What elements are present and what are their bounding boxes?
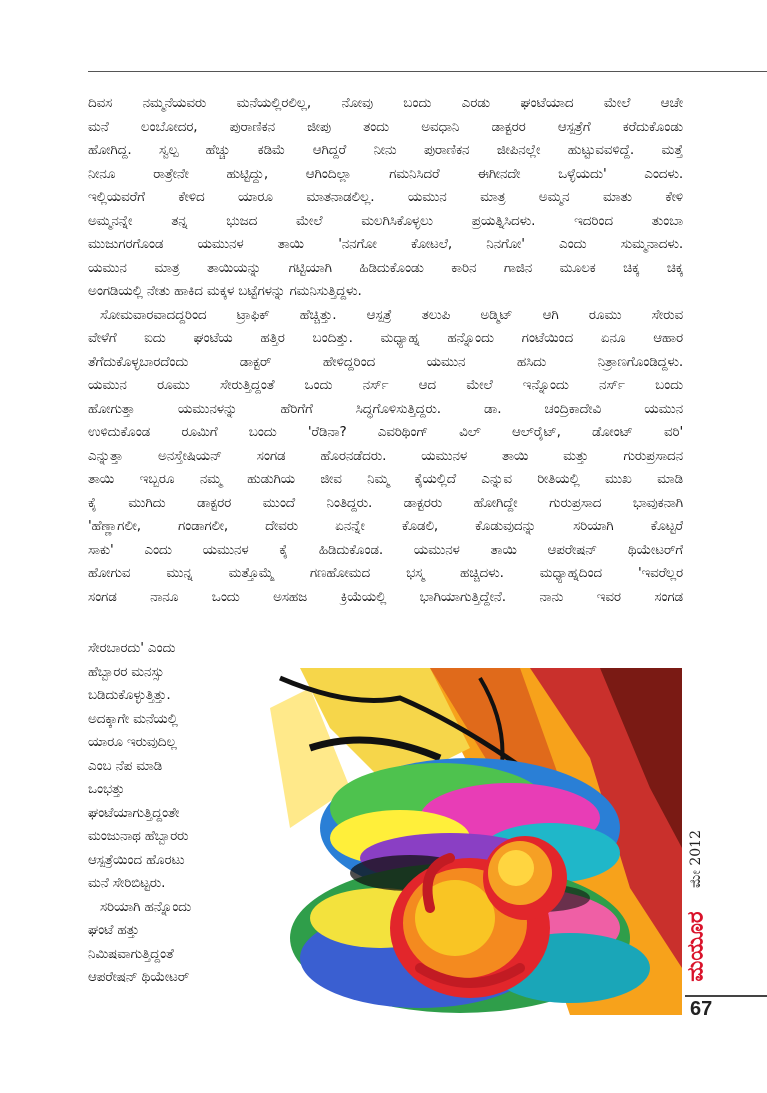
side-line: ಯಾರೂ ಇರುವುದಿಲ್ಲ [88,734,177,750]
article-line: ಯಮುನ ಮಾತ್ರ ತಾಯಿಯನ್ನು ಗಟ್ಟಿಯಾಗಿ ಹಿಡಿದುಕೊಂಡು ಕಾರಿನ ಗಾಜಿನ ಮೂಲಕ ಚಿಕ್ಕ ಚಿಕ್ಕ [88,259,683,276]
article-line: ನೀನೂ ರಾತ್ರೇನೇ ಹುಟ್ಟಿದ್ದು, ಆಗಿಂದಿಲ್ಲಾ ಗಮನಿಸಿದರೆ ಈಗೀನದೇ ಒಳ್ಳೆಯದು' ಎಂದಳು. [88,165,683,182]
article-line: ಅಮ್ಮನನ್ನೇ ತನ್ನ ಭುಜದ ಮೇಲೆ ಮಲಗಿಸಿಕೊಳ್ಳಲು ಪ್ರಯತ್ನಿಸಿದಳು. ಇದರಿಂದ ತುಂಬಾ [88,212,683,229]
top-rule [88,71,767,72]
article-line: ಮನೆ ಲಂಬೋದರ, ಪುರಾಣಿಕನ ಜೀಪು ತಂದು ಅವಧಾನಿ ಡಾಕ್ಟರರ ಆಸ್ಪತ್ರೆಗೆ ಕರೆದುಕೊಂಡು [88,118,683,135]
article-line: ಎನ್ನುತ್ತಾ ಅನಸ್ತೇಷಿಯನ್ ಸಂಗಡ ಹೊರನಡೆದರು. ಯಮುನಳ ತಾಯಿ ಮತ್ತು ಗುರುಪ್ರಸಾದನ [88,447,683,464]
side-line: ಸರಿಯಾಗಿ ಹನ್ನೊಂದು [100,898,192,915]
side-line: ಆಪರೇಷನ್ ಥಿಯೇಟರ್ [88,969,190,985]
article-side-column [88,637,248,990]
article-line: ಉಳಿದುಕೊಂಡ ರೂಮಿಗೆ ಬಂದು 'ರೆಡಿನಾ? ಎವರಿಥಿಂಗ್ ವಿಲ್ ಆಲ್‌ರೈಟ್, ಡೋಂಟ್ ವರಿ' [88,424,683,440]
side-line: ಘಂಟೆಯಾಗುತ್ತಿದ್ದಂತೇ [88,804,180,821]
article-line: ಸಂಗಡ ನಾನೂ ಒಂದು ಅಸಹಜ ಕ್ರಿಯೆಯಲ್ಲಿ ಭಾಗಿಯಾಗುತ್ತಿದ್ದೇನೆ. ನಾನು ಇವರ ಸಂಗಡ [88,588,683,605]
footer-rule [685,995,767,997]
article-line: ಮುಜುಗರಗೊಂಡ ಯಮುನಳ ತಾಯಿ 'ನನಗೋ ಕೋಟಲೆ, ನಿನಗೋ' ಎಂದು ಸುಮ್ಮನಾದಳು. [88,236,683,252]
side-line: ಒಂಭತ್ತು [88,781,125,797]
article-line: ತಾಯಿ ಇಬ್ಬರೂ ನಮ್ಮ ಹುಡುಗಿಯ ಜೀವ ನಿಮ್ಮ ಕೈಯಲ್ಲಿದೆ ಎನ್ನುವ ರೀತಿಯಲ್ಲಿ ಮುಖ ಮಾಡಿ [88,471,683,487]
article-line: 'ಹೆಣ್ಣಾಗಲೀ, ಗಂಡಾಗಲೀ, ದೇವರು ಏನನ್ನೇ ಕೊಡಲಿ, ಕೊಡುವುದನ್ನು ಸರಿಯಾಗಿ ಕೊಟ್ಟರೆ [88,518,683,534]
issue-date: ಮೇ 2012 [688,830,704,888]
side-line: ಬಡಿದುಕೊಳ್ಳುತ್ತಿತ್ತು. [88,687,171,703]
side-line: ಅದಕ್ಕಾಗೇ ಮನೆಯಲ್ಲಿ [88,710,178,727]
side-line: ನಿಮಿಷವಾಗುತ್ತಿದ್ದಂತೆ [88,945,174,962]
side-line: ಆಸ್ಪತ್ರೆಯಿಂದ ಹೊರಟು [88,851,185,868]
side-line: ಮನೆ ಸೇರಿಬಿಟ್ಟರು. [88,875,166,891]
article-line: ತೆಗೆದುಕೊಳ್ಳಬಾರದೆಂದು ಡಾಕ್ಟರ್ ಹೇಳಿದ್ದರಿಂದ ಯಮುನ ಹಸಿದು ನಿತ್ರಾಣಗೊಂಡಿದ್ದಳು. [88,353,683,370]
magazine-logo: ಮಯೂರ [683,910,709,982]
article-body [88,92,683,609]
magazine-masthead [684,820,708,990]
article-line: ಕೈ ಮುಗಿದು ಡಾಕ್ಟರರ ಮುಂದೆ ನಿಂತಿದ್ದರು. ಡಾಕ್ಟರರು ಹೋಗಿದ್ದೇ ಗುರುಪ್ರಸಾದ ಭಾವುಕನಾಗಿ [88,494,683,511]
article-line: ಹೋಗಿದ್ದ. ಸ್ವಲ್ಪ ಹೆಚ್ಚು ಕಡಿಮೆ ಆಗಿದ್ದರೆ ನೀನು ಪುರಾಣಿಕನ ಜೀಪಿನಲ್ಲೇ ಹುಟ್ಟುವವಳಿದ್ದೆ. ಮತ್ತೆ [88,142,683,158]
side-line: ಎಂಬ ನೆಪ ಮಾಡಿ [88,757,163,774]
article-line: ಇಲ್ಲಿಯವರೆಗೆ ಕೇಳಿದ ಯಾರೂ ಮಾತನಾಡಲಿಲ್ಲ. ಯಮುನ ಮಾತ್ರ ಅಮ್ಮನ ಮಾತು ಕೇಳಿ [88,189,683,205]
page-number: 67 [690,998,713,1020]
side-line: ಸೇರಬಾರದು' ಎಂದು [88,640,176,656]
article-line: ಹೋಗುತ್ತಾ ಯಮುನಳನ್ನು ಹೆರಿಗೆಗೆ ಸಿದ್ಧಗೊಳಿಸುತ್ತಿದ್ದರು. ಡಾ. ಚಂದ್ರಿಕಾದೇವಿ ಯಮುನ [88,400,683,417]
article-line: ಸಾಕು' ಎಂದು ಯಮುನಳ ಕೈ ಹಿಡಿದುಕೊಂಡ. ಯಮುನಳ ತಾಯಿ ಆಪರೇಷನ್ ಥಿಯೇಟರ್‌ಗೆ [88,541,683,558]
article-line: ದಿವಸ ನಮ್ಮನೆಯವರು ಮನೆಯಲ್ಲಿರಲಿಲ್ಲ, ನೋವು ಬಂದು ಎರಡು ಘಂಟೆಯಾದ ಮೇಲೆ ಆಚೇ [88,95,683,111]
article-line: ಯಮುನ ರೂಮು ಸೇರುತ್ತಿದ್ದಂತೆ ಒಂದು ನರ್ಸ್ ಆದ ಮೇಲೆ ಇನ್ನೊಂದು ನರ್ಸ್ ಬಂದು [88,377,683,393]
side-line: ಮಂಜುನಾಥ ಹೆಬ್ಬಾರರು [88,828,189,844]
side-line: ಘಂಟೆ ಹತ್ತು [88,922,140,938]
side-line: ಹೆಬ್ಬಾರರ ಮನಸ್ಸು [88,663,165,680]
article-line: ಸೋಮವಾರವಾದದ್ದರಿಂದ ಟ್ರಾಫಿಕ್ ಹೆಚ್ಚಿತ್ತು. ಆಸ್ಪತ್ರೆ ತಲುಪಿ ಅಡ್ಮಿಟ್ ಆಗಿ ರೂಮು ಸೇರುವ [100,306,683,323]
article-line: ವೇಳೆಗೆ ಐದು ಘಂಟೆಯ ಹತ್ತಿರ ಬಂದಿತ್ತು. ಮಧ್ಯಾಹ್ನ ಹನ್ನೊಂದು ಗಂಟೆಯಿಂದ ಏನೂ ಆಹಾರ [88,330,683,346]
fetus-illustration [270,668,682,1015]
article-line: ಹೋಗುವ ಮುನ್ನ ಮತ್ತೊಮ್ಮೆ ಗಣಹೋಮದ ಭಸ್ಮ ಹಚ್ಚಿದಳು. ಮಧ್ಯಾಹ್ನದಿಂದ 'ಇವರೆಲ್ಲರ [88,565,683,581]
article-line: ಅಂಗಡಿಯಲ್ಲಿ ನೇತು ಹಾಕಿದ ಮಕ್ಕಳ ಬಟ್ಟೆಗಳನ್ನು ಗಮನಿಸುತ್ತಿದ್ದಳು. [88,283,362,299]
